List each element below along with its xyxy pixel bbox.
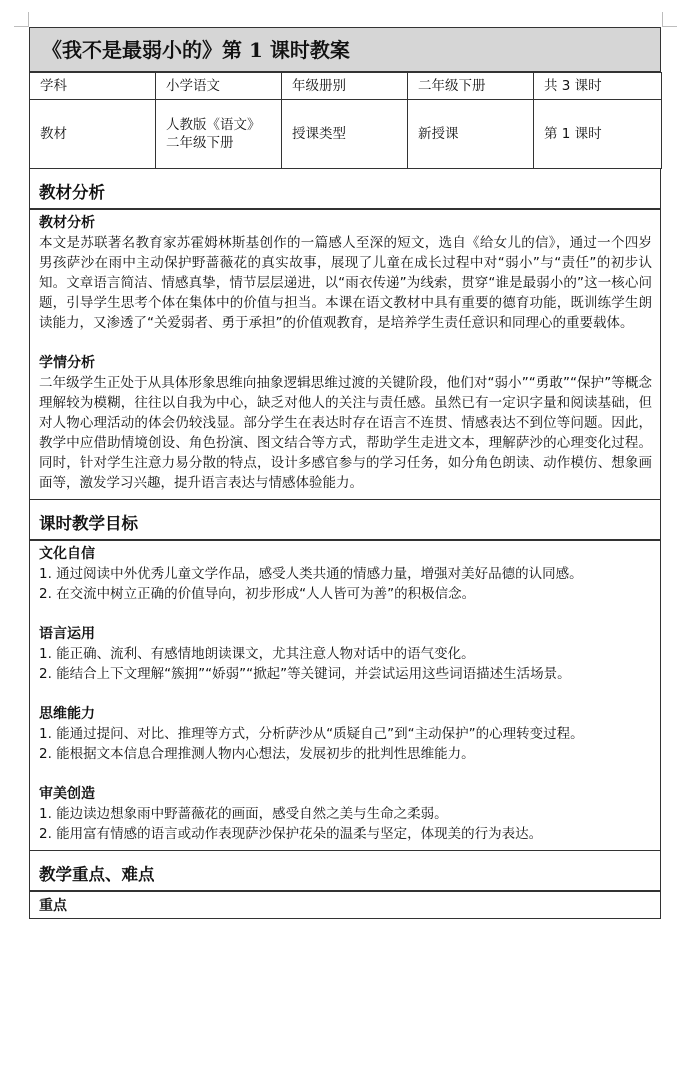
info-row <box>30 73 662 100</box>
learner-analysis-text: 二年级学生正处于从具体形象思维向抽象逻辑思维过渡的关键阶段，他们对“弱小”“勇敢”“保护”等概念理解较为模糊，往往以自我为中心，缺乏对他人的关注与责任感。虽然已有一定识字量和阅读基础，但对人物心理活动的体会仍较浅显。部分学生在表达时存在语言不连贯、情感表达不到位等问题。因此，教学中应借助情境创设、角色扮演、图文结合等方式，帮助学生走进文本，理解萨沙的心理变化过程。同时，针对学生注意力易分散的特点，设计多感官参与的学习任务，如分角色朗读、动作模仿、想象画面等，激发学习兴趣，提升语言表达与情感体验能力。 <box>39 375 652 491</box>
total-periods: 共 3 课时 <box>534 73 662 100</box>
textbook-label: 教材 <box>30 100 156 169</box>
lesson-type-label: 授课类型 <box>282 100 408 169</box>
objective-group-title: 语言运用 <box>39 626 95 642</box>
objective-group-title: 思维能力 <box>39 706 95 722</box>
objective-item: 1. 能通过提问、对比、推理等方式，分析萨沙从“质疑自己”到“主动保护”的心理转变过程。 <box>39 726 584 742</box>
grade-value: 二年级下册 <box>408 73 534 100</box>
objective-item: 1. 能边读边想象雨中野蔷薇花的画面，感受自然之美与生命之柔弱。 <box>39 806 448 822</box>
keypoints-body <box>29 891 661 919</box>
grade-label: 年级册别 <box>282 73 408 100</box>
lesson-type-value: 新授课 <box>408 100 534 169</box>
objective-item: 2. 在交流中树立正确的价值导向，初步形成“人人皆可为善”的积极信念。 <box>39 586 476 602</box>
lesson-plan-document <box>29 27 661 919</box>
keypoints-subtitle: 重点 <box>39 898 67 914</box>
material-analysis-title: 教材分析 <box>39 215 95 231</box>
info-row <box>30 100 662 169</box>
document-title: 《我不是最弱小的》第 1 课时教案 <box>29 27 661 72</box>
objective-item: 1. 通过阅读中外优秀儿童文学作品，感受人类共通的情感力量，增强对美好品德的认同感。 <box>39 566 583 582</box>
lesson-info-table <box>29 72 662 169</box>
learner-analysis-title: 学情分析 <box>39 355 95 371</box>
subject-label: 学科 <box>30 73 156 100</box>
material-analysis-text: 本文是苏联著名教育家苏霍姆林斯基创作的一篇感人至深的短文，选自《给女儿的信》，通过一个四岁男孩萨沙在雨中主动保护野蔷薇花的真实故事，展现了儿童在成长过程中对“弱小”与“责任”的初步认知。文章语言简洁、情感真挚，情节层层递进，以“雨衣传递”为线索，贯穿“谁是最弱小的”这一核心问题，引导学生思考个体在集体中的价值与担当。本课在语文教材中具有重要的德育功能，既训练学生朗读能力，又渗透了“关爱弱者、勇于承担”的价值观教育，是培养学生责任意识和同理心的重要载体。 <box>39 235 652 331</box>
objective-group-title: 审美创造 <box>39 786 95 802</box>
textbook-value: 人教版《语文》二年级下册 <box>156 100 282 169</box>
objective-item: 2. 能用富有情感的语言或动作表现萨沙保护花朵的温柔与坚定，体现美的行为表达。 <box>39 826 543 842</box>
page-corner-mark <box>662 12 677 27</box>
objective-group-title: 文化自信 <box>39 546 95 562</box>
section-heading-analysis: 教材分析 <box>29 169 661 209</box>
objective-item: 1. 能正确、流利、有感情地朗读课文，尤其注意人物对话中的语气变化。 <box>39 646 475 662</box>
objectives-body <box>29 540 661 851</box>
section-heading-keypoints: 教学重点、难点 <box>29 851 661 891</box>
analysis-body <box>29 209 661 500</box>
section-heading-objectives: 课时教学目标 <box>29 500 661 540</box>
objective-item: 2. 能根据文本信息合理推测人物内心想法，发展初步的批判性思维能力。 <box>39 746 475 762</box>
objective-item: 2. 能结合上下文理解“簇拥”“娇弱”“掀起”等关键词，并尝试运用这些词语描述生活场景。 <box>39 666 571 682</box>
current-period: 第 1 课时 <box>534 100 662 169</box>
subject-value: 小学语文 <box>156 73 282 100</box>
page-corner-mark <box>14 12 29 27</box>
